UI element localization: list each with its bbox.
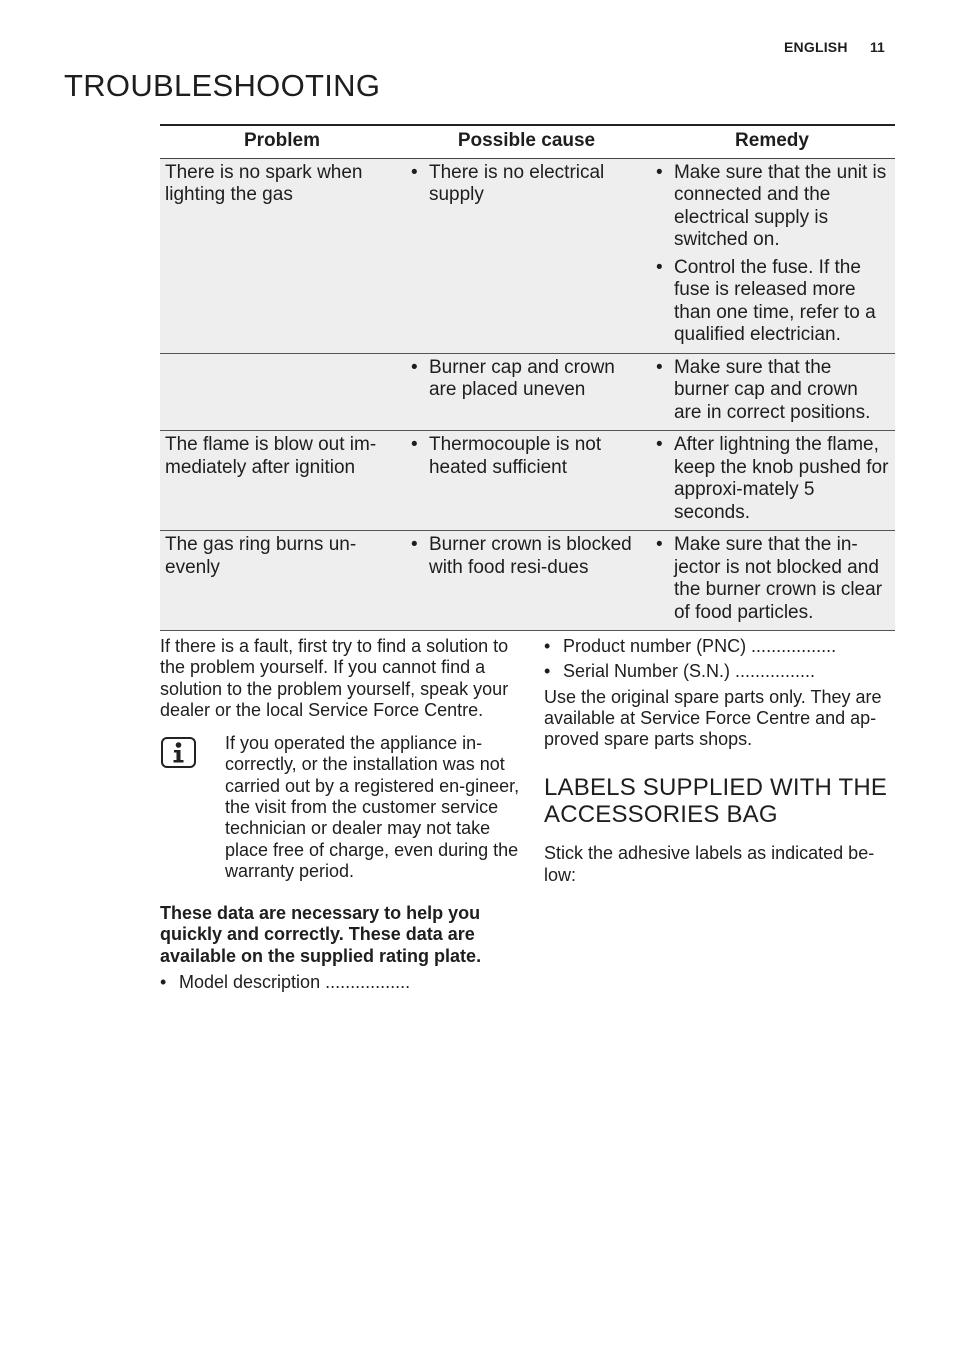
table-header-row [160, 125, 895, 158]
header-remedy: Remedy [649, 125, 895, 158]
cause-item: • There is no electrical supply [409, 162, 644, 207]
spare-parts-paragraph: Use the original spare parts only. They are available at Service Force Centre and ap-proved spare parts shops. [544, 686, 882, 750]
remedy-cell [649, 353, 895, 431]
cause-list [409, 162, 644, 207]
header-language: ENGLISH [784, 39, 848, 55]
cause-cell [404, 353, 649, 431]
cause-item: • Burner cap and crown are placed uneven [409, 357, 644, 402]
table-row [160, 531, 895, 631]
remedy-item: • Make sure that the in-jector is not blocked and the burner crown is clear of food particles. [654, 534, 890, 624]
cause-cell [404, 431, 649, 531]
cause-cell [404, 158, 649, 353]
problem-cell [160, 531, 404, 631]
data-list-left [160, 972, 516, 993]
rating-plate-note: These data are necessary to help you quickly and correctly. These data are available on the supplied rating plate. [160, 903, 482, 966]
problem-cell [160, 353, 404, 431]
problem-cell [160, 158, 404, 353]
remedy-list [654, 534, 890, 624]
right-column [544, 636, 900, 886]
data-list-right [544, 636, 900, 683]
list-item: • Serial Number (S.N.) ................ [544, 661, 900, 682]
remedy-cell [649, 431, 895, 531]
info-note [160, 733, 520, 883]
remedy-item: • Make sure that the unit is connected and the electrical supply is switched on. [654, 162, 890, 252]
remedy-list [654, 357, 890, 425]
remedy-cell [649, 158, 895, 353]
intro-paragraph: If there is a fault, first try to find a solution to the problem yourself. If you cannot find a solution to the problem yourself, speak your dealer or the local Service Force Centre. [160, 636, 509, 720]
list-item: • Product number (PNC) ................. [544, 636, 900, 657]
remedy-item: • Make sure that the burner cap and crown are in correct positions. [654, 357, 890, 425]
troubleshooting-table [160, 124, 895, 631]
header-possible-cause: Possible cause [404, 125, 649, 158]
problem-cell [160, 431, 404, 531]
problem-text: There is no spark when lighting the gas [165, 161, 363, 205]
cause-item: • Thermocouple is not heated sufficient [409, 434, 644, 479]
list-item: • Model description ................. [160, 972, 516, 993]
labels-section-title: LABELS SUPPLIED WITH THE ACCESSORIES BAG [544, 774, 888, 829]
table-row [160, 158, 895, 353]
page-title: TROUBLESHOOTING [64, 68, 381, 103]
problem-text: The flame is blow out im-mediately after ignition [165, 434, 377, 478]
left-column [160, 636, 520, 997]
page-number: 11 [870, 39, 885, 55]
info-icon-glyph [163, 739, 194, 766]
labels-paragraph: Stick the adhesive labels as indicated be-low: [544, 843, 875, 885]
remedy-item: • After lightning the flame, keep the knob pushed for approxi-mately 5 seconds. [654, 434, 890, 524]
remedy-cell [649, 531, 895, 631]
cause-list [409, 534, 644, 579]
header-problem: Problem [160, 125, 404, 158]
cause-list [409, 434, 644, 479]
info-text: If you operated the appliance in-correctly, or the installation was not carried out by a registered en-gineer, the visit from the customer service technician or dealer may not take place free of charge, even during the warranty period. [225, 733, 520, 881]
problem-text: The gas ring burns un-evenly [165, 534, 357, 578]
cause-list [409, 357, 644, 402]
table-row [160, 353, 895, 431]
info-icon [161, 737, 196, 768]
remedy-item: • Control the fuse. If the fuse is released more than one time, refer to a qualified electrician. [654, 257, 890, 347]
cause-item: • Burner crown is blocked with food resi-dues [409, 534, 644, 579]
table-row [160, 431, 895, 531]
cause-cell [404, 531, 649, 631]
remedy-list [654, 162, 890, 347]
remedy-list [654, 434, 890, 524]
